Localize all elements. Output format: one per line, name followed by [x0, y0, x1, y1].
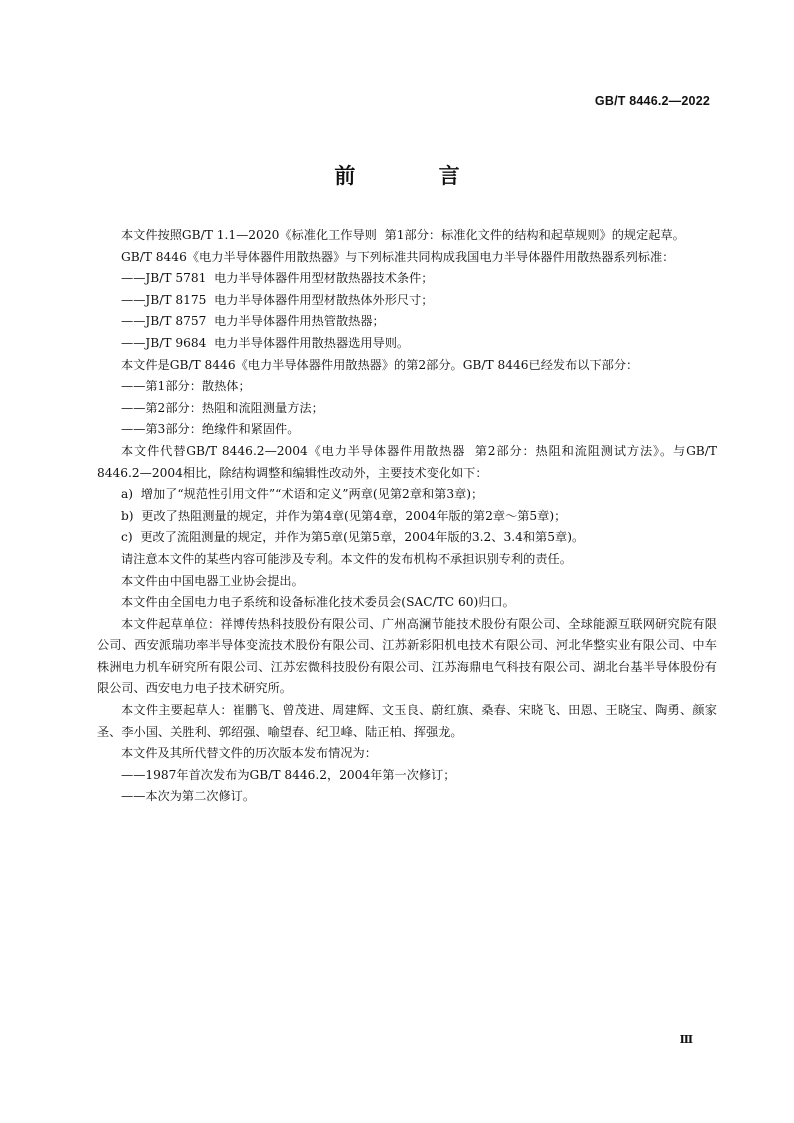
paragraph-series-intro: GB/T 8446《电力半导体器件用散热器》与下列标准共同构成我国电力半导体器件用散热器系列标准：: [121, 249, 675, 264]
list-item: b) 更改了热阻测量的规定，并作为第4章(见第4章，2004年版的第2章～第5章)；: [121, 508, 567, 523]
paragraph-drafting-rules: 本文件按照GB/T 1.1—2020《标准化工作导则 第1部分：标准化文件的结构和起草规则》的规定起草。: [121, 228, 685, 242]
paragraph-patent-notice: 请注意本文件的某些内容可能涉及专利。本文件的发布机构不承担识别专利的责任。: [121, 551, 572, 566]
list-item: ——JB/T 8175 电力半导体器件用型材散热体外形尺寸；: [121, 292, 434, 307]
paragraph-history-intro: 本文件及其所代替文件的历次版本发布情况为：: [121, 746, 377, 761]
list-item: a) 增加了“规范性引用文件”“术语和定义”两章(见第2章和第3章)；: [121, 487, 484, 502]
list-item: ——JB/T 9684 电力半导体器件用散热器选用导则。: [121, 335, 410, 350]
list-item: ——第3部分：绝缘件和紧固件。: [121, 422, 300, 437]
paragraph-parts-intro: 本文件是GB/T 8446《电力半导体器件用散热器》的第2部分。GB/T 8446已经发布以下部分：: [121, 357, 639, 372]
paragraph-proposer: 本文件由中国电器工业协会提出。: [121, 573, 304, 588]
list-item: ——第2部分：热阻和流阻测量方法；: [121, 400, 324, 415]
list-item: c) 更改了流阻测量的规定，并作为第5章(见第5章，2004年版的3.2、3.4和第5章)。: [121, 530, 585, 545]
paragraph-drafters: 本文件主要起草人：崔鹏飞、曾茂进、周建辉、文玉良、蔚红旗、桑春、宋晓飞、田恩、王晓宝、陶勇、颜家圣、李小国、关胜利、郭绍强、喻望春、纪卫峰、陆正柏、挥强龙。: [97, 703, 717, 739]
standard-code: GB/T 8446.2—2022: [594, 94, 710, 108]
list-item: ——JB/T 5781 电力半导体器件用型材散热器技术条件；: [121, 271, 434, 286]
paragraph-drafting-units: 本文件起草单位：祥博传热科技股份有限公司、广州高澜节能技术股份有限公司、全球能源互联网研究院有限公司、西安派瑞功率半导体变流技术股份有限公司、江苏新彩阳机电技术有限公司、河北华整实业有限公司、中车株洲电力机车研究所有限公司、江苏宏微科技股份有限公司、江苏海鼎电气科技有限公司、湖北台基半导体股份有限公司、西安电力电子技术研究所。: [97, 616, 717, 696]
list-item: ——1987年首次发布为GB/T 8446.2，2004年第一次修订；: [121, 767, 456, 782]
foreword-body: [97, 225, 721, 808]
list-item: ——第1部分：散热体；: [121, 379, 251, 394]
paragraph-replaces: 本文件代替GB/T 8446.2—2004《电力半导体器件用散热器 第2部分：热阻和流阻测试方法》。与GB/T 8446.2—2004相比，除结构调整和编辑性改动外，主要技术变化如下：: [97, 443, 721, 480]
page-title: 前 言: [334, 164, 498, 188]
list-item: ——JB/T 8757 电力半导体器件用热管散热器；: [121, 314, 385, 329]
paragraph-committee: 本文件由全国电力电子系统和设备标准化技术委员会(SAC/TC 60)归口。: [121, 595, 515, 610]
page-number: Ⅲ: [679, 1033, 693, 1046]
list-item: ——本次为第二次修订。: [121, 789, 256, 804]
